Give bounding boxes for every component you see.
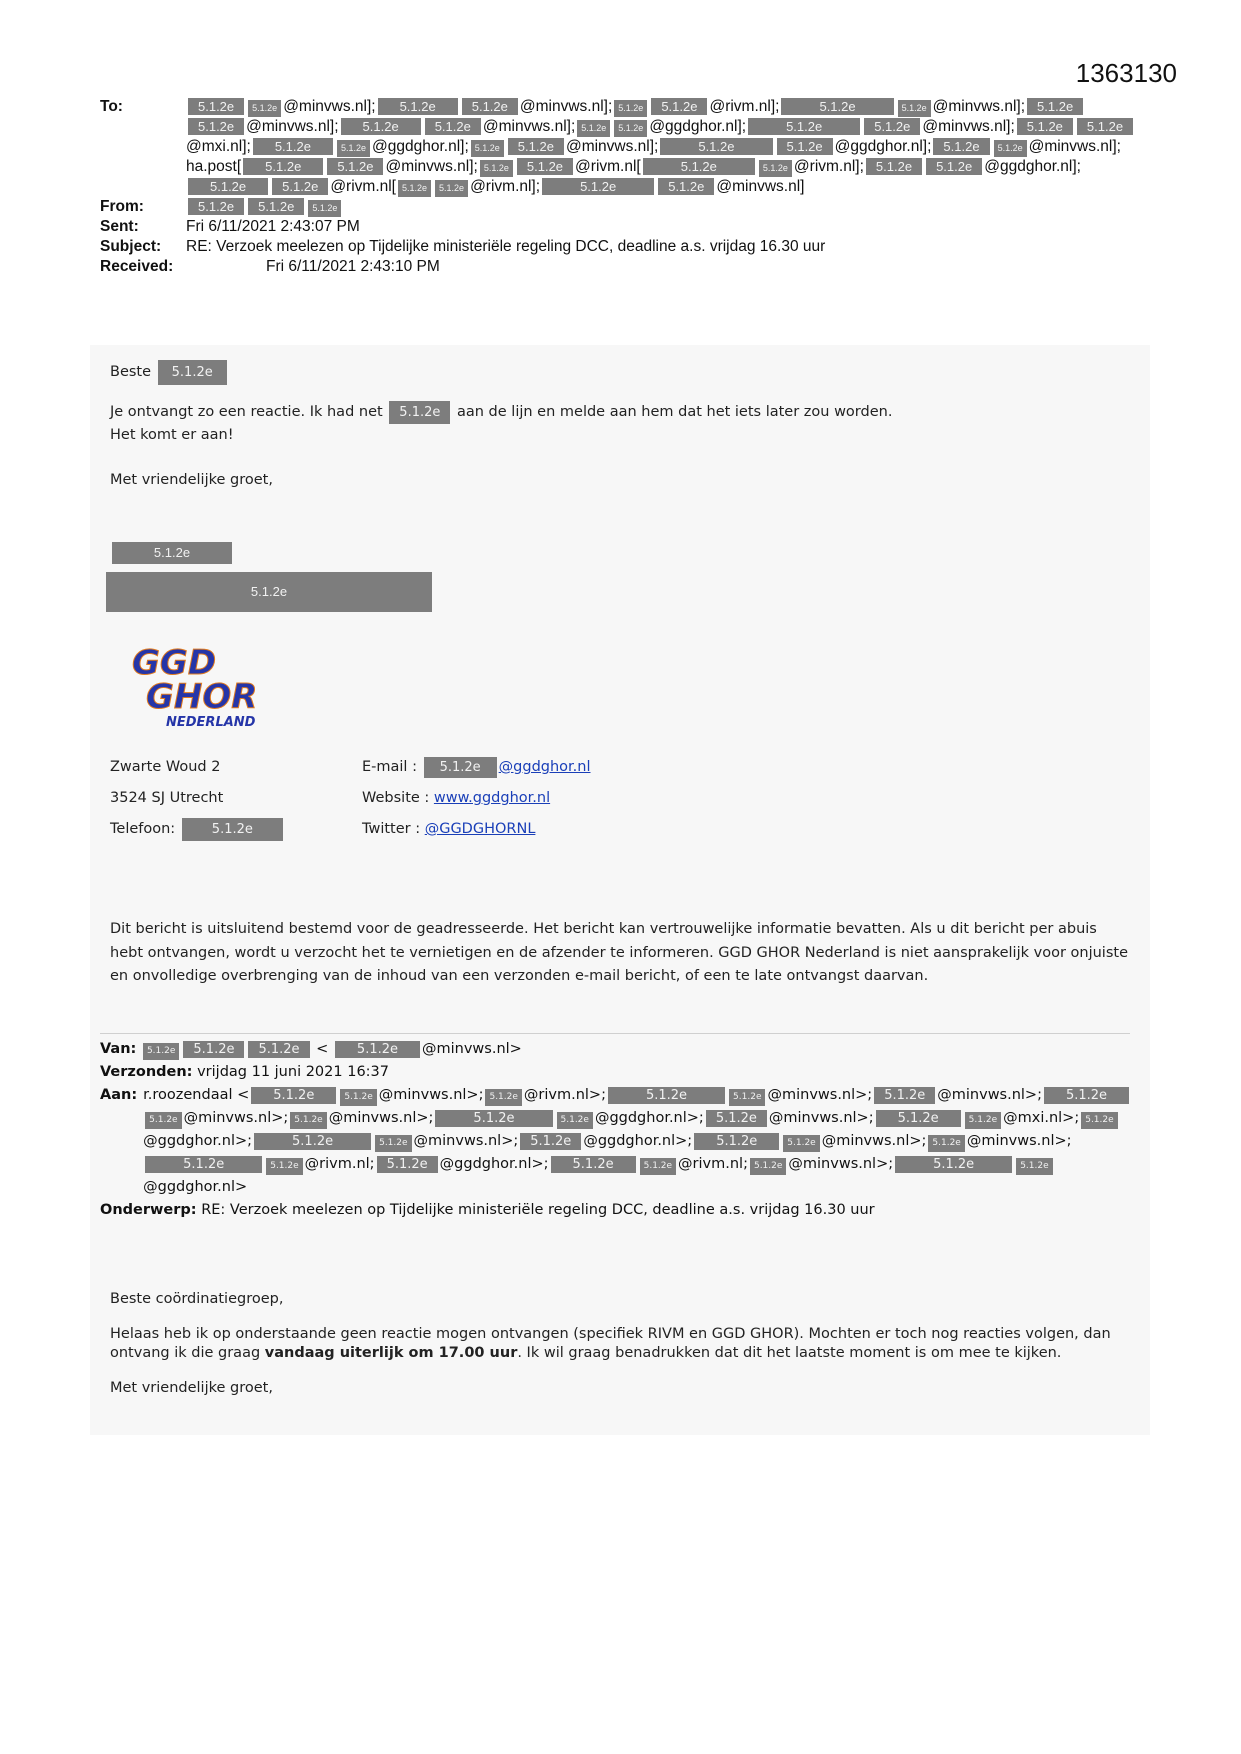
redaction: 5.1.2e (398, 180, 431, 197)
reply-line: aan de lijn en melde aan hem dat het iets later zou worden. (456, 404, 893, 420)
logo-line3: NEDERLAND (166, 715, 256, 730)
website-label: Website : (362, 790, 430, 806)
original-message (110, 1288, 1130, 1400)
redaction: 5.1.2e (508, 138, 564, 155)
redaction: 5.1.2e (520, 1133, 581, 1150)
aan-email: @ggdghor.nl>; (594, 1110, 704, 1126)
aan-email: @minvws.nl>; (183, 1110, 289, 1126)
aan-email: @minvws.nl>; (788, 1156, 894, 1172)
van-label: Van: (100, 1041, 137, 1057)
redaction: 5.1.2e (378, 98, 458, 115)
redaction: 5.1.2e (145, 1156, 262, 1173)
redaction: 5.1.2e (777, 138, 833, 155)
to-email: @ggdghor.nl]; (984, 158, 1081, 175)
original-body-bold: vandaag uiterlijk om 17.00 uur (264, 1345, 518, 1361)
redaction: 5.1.2e (188, 118, 244, 135)
redaction: 5.1.2e (462, 98, 518, 115)
aan-email: @minvws.nl>; (768, 1110, 874, 1126)
original-body: . Ik wil graag benadrukken dat dit het laatste moment is om mee te kijken. (517, 1345, 1062, 1361)
to-email: @rivm.nl]; (709, 98, 780, 115)
from-label: From: (100, 198, 144, 215)
redaction: 5.1.2e (335, 1041, 420, 1058)
aan-email: @rivm.nl>; (523, 1087, 606, 1103)
redaction: 5.1.2e (106, 572, 432, 612)
separator (100, 1033, 1130, 1034)
aan-email: @minvws.nl>; (413, 1133, 519, 1149)
redaction: 5.1.2e (643, 158, 755, 175)
redaction: 5.1.2e (577, 120, 610, 137)
redaction: 5.1.2e (614, 100, 647, 117)
redaction: 5.1.2e (1016, 1158, 1052, 1175)
redaction: 5.1.2e (254, 1133, 371, 1150)
redaction: 5.1.2e (660, 138, 772, 155)
redaction: 5.1.2e (876, 1110, 961, 1127)
redaction: 5.1.2e (1027, 98, 1083, 115)
greeting: Beste (110, 364, 152, 380)
redaction: 5.1.2e (308, 200, 341, 217)
redaction: 5.1.2e (435, 1110, 552, 1127)
original-closing: Met vriendelijke groet, (110, 1380, 273, 1396)
redaction: 5.1.2e (188, 178, 268, 195)
redaction: 5.1.2e (1077, 118, 1133, 135)
redaction: 5.1.2e (424, 757, 497, 778)
to-row (100, 97, 1140, 197)
ggd-ghor-logo (128, 640, 288, 732)
to-email: @minvws.nl]; (565, 138, 659, 155)
aan-email: @mxi.nl>; (1003, 1110, 1080, 1126)
signature-left (110, 756, 285, 841)
redaction: 5.1.2e (266, 1158, 302, 1175)
to-email: @minvws.nl]; (385, 158, 478, 175)
to-email: @mxi.nl]; (186, 138, 251, 155)
to-email: @minvws.nl]; (922, 118, 1015, 135)
email-header (100, 97, 1140, 277)
redaction: 5.1.2e (783, 1135, 819, 1152)
redaction: 5.1.2e (965, 1112, 1001, 1129)
redaction: 5.1.2e (557, 1112, 593, 1129)
aan-email: @minvws.nl>; (937, 1087, 1042, 1103)
redaction: 5.1.2e (253, 138, 333, 155)
redaction: 5.1.2e (251, 1087, 336, 1104)
to-email: @minvws.nl]; (932, 98, 1026, 115)
aan-email: @ggdghor.nl>; (583, 1133, 693, 1149)
redaction: 5.1.2e (614, 120, 647, 137)
redaction: 5.1.2e (243, 158, 323, 175)
to-email: @minvws.nl]; (519, 98, 613, 115)
redaction: 5.1.2e (145, 1112, 181, 1129)
onderwerp-label: Onderwerp: (100, 1202, 197, 1218)
to-label: To: (100, 98, 123, 115)
redaction: 5.1.2e (694, 1133, 779, 1150)
redaction: 5.1.2e (640, 1158, 676, 1175)
redaction: 5.1.2e (471, 140, 504, 157)
to-email: @ggdghor.nl]; (649, 118, 747, 135)
redaction: 5.1.2e (327, 158, 383, 175)
redaction: 5.1.2e (1081, 1112, 1117, 1129)
redaction: 5.1.2e (658, 178, 714, 195)
aan-email: @minvws.nl>; (378, 1087, 484, 1103)
aan-email: @ggdghor.nl>; (439, 1156, 549, 1172)
redaction: 5.1.2e (435, 180, 468, 197)
redaction: 5.1.2e (340, 1089, 376, 1106)
redaction: 5.1.2e (651, 98, 707, 115)
redaction: 5.1.2e (480, 160, 513, 177)
to-email: @ggdghor.nl]; (372, 138, 469, 155)
verzonden-label: Verzonden: (100, 1064, 193, 1080)
document-number: 1363130 (1075, 58, 1177, 88)
redaction: 5.1.2e (933, 138, 989, 155)
to-email: @rivm.nl[ (575, 158, 641, 175)
redaction: 5.1.2e (337, 140, 370, 157)
aan-email: @minvws.nl>; (328, 1110, 434, 1126)
logo-line1: GGD (132, 643, 217, 683)
to-email: @minvws.nl]; (246, 118, 339, 135)
received-label: Received: (100, 258, 174, 275)
aan-email: @minvws.nl>; (966, 1133, 1072, 1149)
aan-email: @minvws.nl>; (821, 1133, 927, 1149)
redaction: 5.1.2e (341, 118, 421, 135)
redaction: 5.1.2e (377, 1156, 438, 1173)
original-body: Helaas heb ik op onderstaande geen reactie mogen ontvangen (specifiek RIVM en GGD GHOR). Mochten er toch nog reacties volgen, dan ontvang ik die graag (110, 1326, 1111, 1361)
aan-email: @minvws.nl>; (767, 1087, 873, 1103)
reply-message (110, 360, 1140, 492)
from-row (100, 197, 1140, 217)
redaction: 5.1.2e (425, 118, 481, 135)
twitter-link[interactable]: @GGDGHORNL (424, 821, 536, 837)
address-line: Zwarte Woud 2 (110, 759, 221, 775)
closing: Met vriendelijke groet, (110, 472, 273, 488)
address-line: 3524 SJ Utrecht (110, 790, 224, 806)
redaction: 5.1.2e (290, 1112, 326, 1129)
redaction: 5.1.2e (375, 1135, 411, 1152)
redaction: 5.1.2e (542, 178, 654, 195)
onderwerp-value: RE: Verzoek meelezen op Tijdelijke ministeriële regeling DCC, deadline a.s. vrijdag 16.30 uur (201, 1202, 875, 1218)
aan-email: @rivm.nl; (304, 1156, 375, 1172)
redaction: 5.1.2e (248, 1041, 309, 1058)
subject-value: RE: Verzoek meelezen op Tijdelijke ministeriële regeling DCC, deadline a.s. vrijdag 16.30 uur (186, 238, 826, 255)
aan-email: @ggdghor.nl>; (143, 1133, 253, 1149)
twitter-label: Twitter : (362, 821, 421, 837)
redaction: 5.1.2e (188, 198, 244, 215)
redaction: 5.1.2e (158, 360, 227, 385)
redaction: 5.1.2e (866, 158, 922, 175)
redaction: 5.1.2e (517, 158, 573, 175)
redaction: 5.1.2e (994, 140, 1027, 157)
sent-value: Fri 6/11/2021 2:43:07 PM (186, 218, 360, 235)
signature-right (362, 756, 591, 841)
email-body (90, 345, 1150, 1435)
redaction: 5.1.2e (706, 1110, 767, 1127)
to-email: @rivm.nl]; (793, 158, 864, 175)
to-email: @minvws.nl]; (482, 118, 576, 135)
redaction: 5.1.2e (248, 198, 304, 215)
redaction: 5.1.2e (729, 1089, 765, 1106)
email-label: E-mail : (362, 759, 417, 775)
redaction: 5.1.2e (928, 1135, 964, 1152)
aan-label: Aan: (100, 1087, 138, 1103)
to-email: @minvws.nl] (716, 178, 805, 195)
redaction: 5.1.2e (748, 118, 860, 135)
phone-label: Telefoon: (110, 821, 176, 837)
redaction: 5.1.2e (485, 1089, 521, 1106)
redaction: 5.1.2e (143, 1043, 179, 1060)
sent-label: Sent: (100, 218, 139, 235)
to-email: @minvws.nl]; (283, 98, 376, 115)
reply-line: Het komt er aan! (110, 427, 234, 443)
redaction: 5.1.2e (895, 1156, 1012, 1173)
redaction: 5.1.2e (248, 100, 281, 117)
sent-row (100, 217, 1140, 237)
redaction: 5.1.2e (551, 1156, 636, 1173)
redaction: 5.1.2e (188, 98, 244, 115)
redaction: 5.1.2e (112, 542, 232, 564)
logo-line2: GHOR (146, 677, 258, 717)
subject-label: Subject: (100, 238, 162, 255)
van-email: @minvws.nl> (422, 1041, 522, 1057)
redaction: 5.1.2e (864, 118, 920, 135)
received-value: Fri 6/11/2021 2:43:10 PM (266, 258, 440, 275)
aan-email: @rivm.nl; (678, 1156, 748, 1172)
original-greeting: Beste coördinatiegroep, (110, 1291, 284, 1307)
redaction: 5.1.2e (926, 158, 982, 175)
to-recipients (186, 97, 1140, 197)
redaction: 5.1.2e (750, 1158, 786, 1175)
redaction: 5.1.2e (608, 1087, 725, 1104)
aan-recipients (143, 1084, 1140, 1199)
redaction: 5.1.2e (874, 1087, 935, 1104)
aan-email: @ggdghor.nl> (143, 1179, 248, 1195)
redaction: 5.1.2e (1044, 1087, 1129, 1104)
received-row (100, 257, 1140, 277)
redaction: 5.1.2e (183, 1041, 244, 1058)
to-email: @rivm.nl]; (470, 178, 541, 195)
website-link[interactable]: www.ggdghor.nl (433, 790, 551, 806)
redaction: 5.1.2e (1017, 118, 1073, 135)
to-email: @minvws.nl]; ha.post[ (186, 138, 1121, 175)
to-email: @rivm.nl[ (330, 178, 396, 195)
aan-first: r.roozendaal < (143, 1087, 250, 1103)
reply-line: Je ontvangt zo een reactie. Ik had net (110, 404, 383, 420)
verzonden-value: vrijdag 11 juni 2021 16:37 (197, 1064, 389, 1080)
redaction: 5.1.2e (272, 178, 328, 195)
redaction: 5.1.2e (182, 818, 283, 841)
redaction: 5.1.2e (898, 100, 931, 117)
redaction: 5.1.2e (759, 160, 792, 177)
redaction: 5.1.2e (781, 98, 893, 115)
email-link[interactable]: @ggdghor.nl (498, 759, 591, 775)
to-email: @ggdghor.nl]; (834, 138, 932, 155)
original-header: Van: 5.1.2e 5.1.2e 5.1.2e < 5.1.2e @minvws.nl> Verzonden: vrijdag 11 juni 2021 16:37 Aan: r.roozendaal < 5.1.2e 5.1.2e @minvws.nl>; 5.1.2e @rivm.nl>; 5.1.2e 5.1.2e @minvws.nl>; 5.1.2e @minvws.nl>; 5.1.2e5.1.2e @minvws.nl>; 5.1.2e @minvws.nl>; 5.1.2e 5.1.2e @ggdghor.nl>; 5.1.2e @minvws.nl>; 5.1.2e 5.1.2e @mxi.nl>; 5.1.2e@ggdghor.nl>; 5.1.2e 5.1.2e @minvws.nl>; 5.1.2e @ggdghor.nl>; 5.1.2e 5.1.2e @minvws.nl>; 5.1.2e @minvws.nl>;5.1.2e 5.1.2e @rivm.nl; 5.1.2e @ggdghor.nl>; 5.1.2e 5.1.2e @rivm.nl; 5.1.2e @minvws.nl>; 5.1.2e 5.1.2e@ggdghor.nl> Onderwerp: RE: Verzoek meelezen op Tijdelijke ministeriële regeling DCC, deadline a.s. vrijdag 16.30 uur (100, 1038, 1140, 1222)
disclaimer: Dit bericht is uitsluitend bestemd voor de geadresseerde. Het bericht kan vertrouwelijke informatie bevatten. Als u dit bericht per abuis hebt ontvangen, wordt u verzocht het te vernietigen en de afzender te informeren. GGD GHOR Nederland is niet aansprakelijk voor onjuiste en onvolledige overbrenging van de inhoud van een verzonden e-mail bericht, of een te late ontvangst daarvan. (110, 921, 1128, 984)
subject-row (100, 237, 1140, 257)
redaction: 5.1.2e (389, 401, 450, 424)
